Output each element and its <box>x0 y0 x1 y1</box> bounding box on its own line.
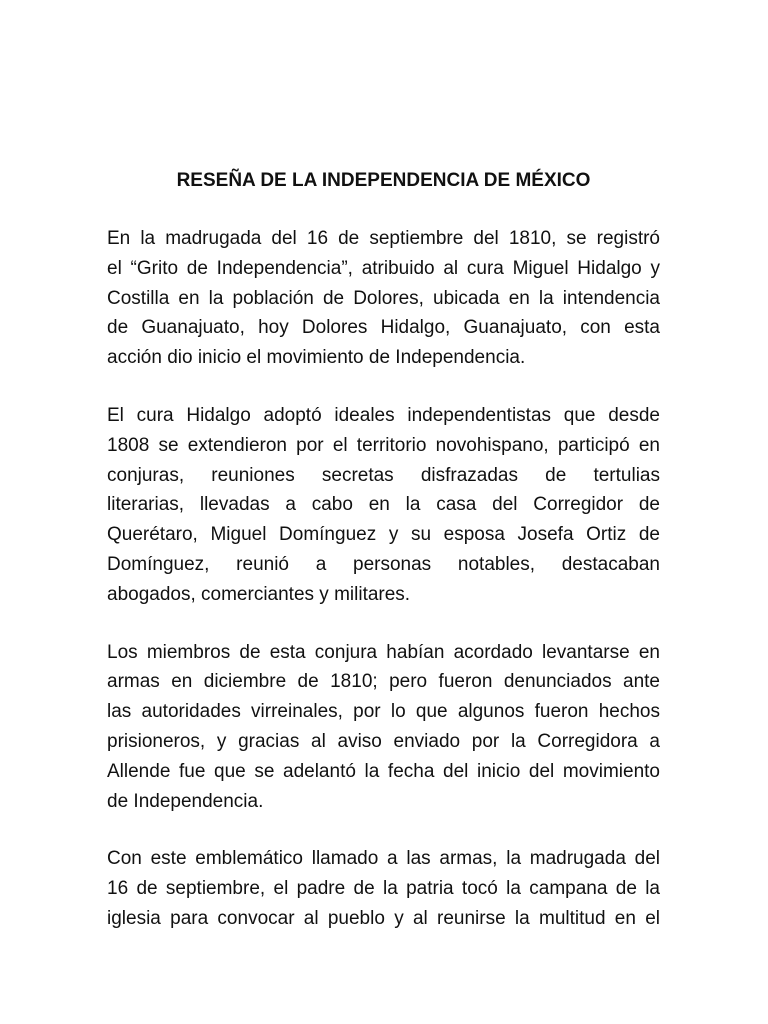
document-page <box>107 166 660 934</box>
paragraph-line: Costilla en la población de Dolores, ubicada en la intendencia <box>107 287 660 309</box>
paragraph-line: En la madrugada del 16 de septiembre del 1810, se registró <box>107 228 660 249</box>
paragraph-line: 16 de septiembre, el padre de la patria tocó la campana de la <box>107 878 660 900</box>
paragraph-line: armas en diciembre de 1810; pero fueron denunciados ante <box>107 671 660 693</box>
paragraph-line: Querétaro, Miguel Domínguez y su esposa Josefa Ortiz de <box>107 524 660 546</box>
paragraph-line: acción dio inicio el movimiento de Independencia. <box>107 347 526 369</box>
paragraph-line: 1808 se extendieron por el territorio novohispano, participó en <box>107 434 660 456</box>
paragraph-line: iglesia para convocar al pueblo y al reunirse la multitud en el <box>107 907 660 929</box>
paragraph-1 <box>107 224 660 373</box>
paragraph-line: Los miembros de esta conjura habían acordado levantarse en <box>107 641 660 663</box>
paragraph-4 <box>107 844 660 933</box>
paragraph-line: literarias, llevadas a cabo en la casa del Corregidor de <box>107 494 660 516</box>
paragraph-line: abogados, comerciantes y militares. <box>107 583 411 605</box>
paragraph-2 <box>107 401 660 610</box>
paragraph-line: Con este emblemático llamado a las armas, la madrugada del <box>107 848 660 870</box>
paragraph-line: el “Grito de Independencia”, atribuido al cura Miguel Hidalgo y <box>107 257 660 279</box>
paragraph-line: de Guanajuato, hoy Dolores Hidalgo, Guanajuato, con esta <box>107 317 660 339</box>
paragraph-line: conjuras, reuniones secretas disfrazadas de tertulias <box>107 464 660 486</box>
paragraph-line: Allende fue que se adelantó la fecha del inicio del movimiento <box>107 760 660 782</box>
paragraph-line: prisioneros, y gracias al aviso enviado por la Corregidora a <box>107 730 660 752</box>
paragraph-3 <box>107 638 660 817</box>
paragraph-line: las autoridades virreinales, por lo que algunos fueron hechos <box>107 701 660 723</box>
document-title: RESEÑA DE LA INDEPENDENCIA DE MÉXICO <box>176 170 591 191</box>
paragraph-line: Domínguez, reunió a personas notables, destacaban <box>107 553 660 575</box>
paragraph-line: de Independencia. <box>107 790 264 812</box>
paragraph-line: El cura Hidalgo adoptó ideales independentistas que desde <box>107 404 660 426</box>
